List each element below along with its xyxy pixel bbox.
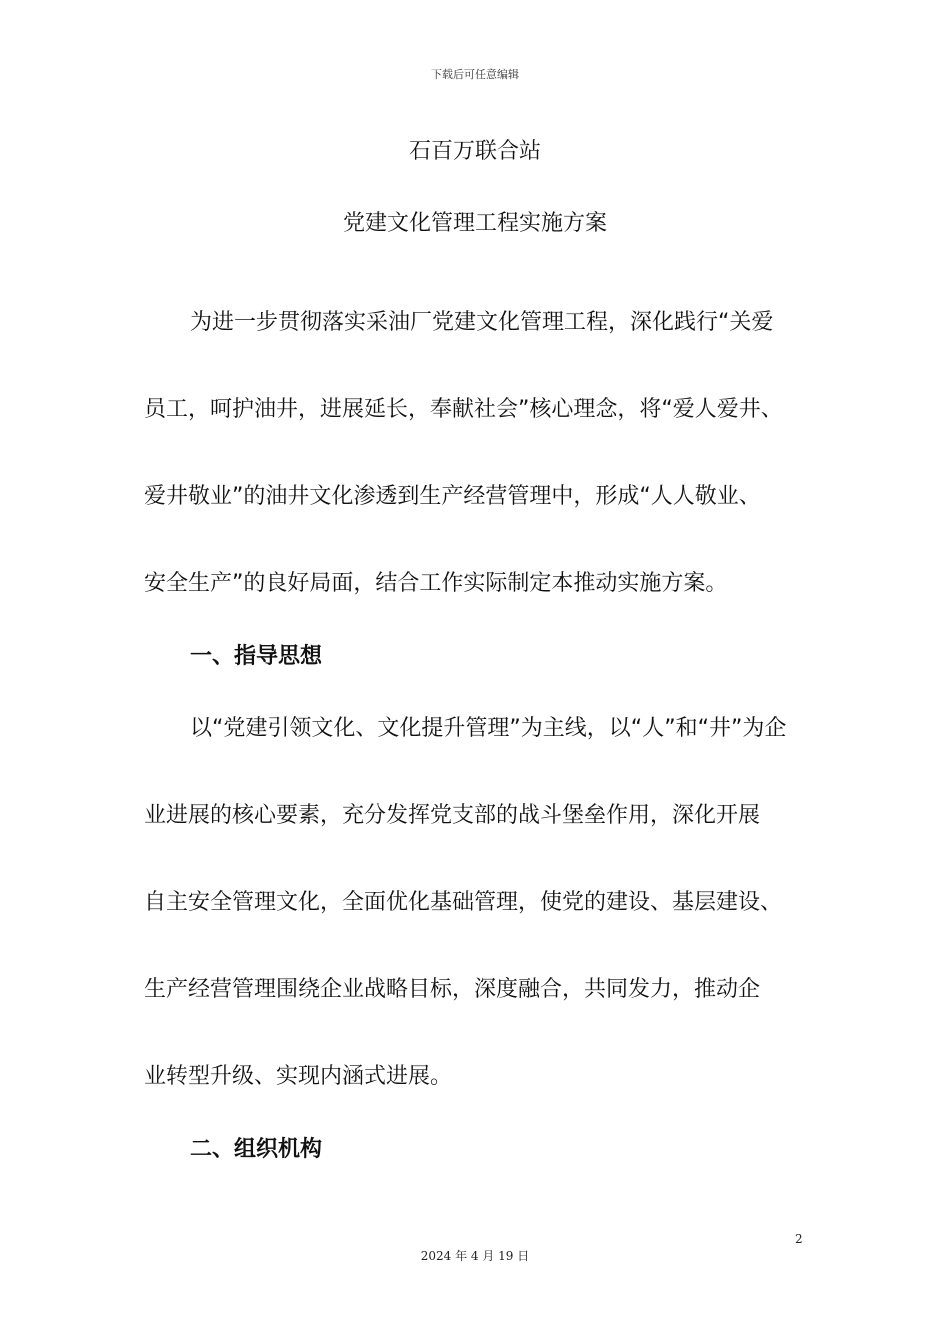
- document-title-plan: 党建文化管理工程实施方案: [342, 211, 607, 236]
- section-heading-organization: 二、组织机构: [190, 1137, 323, 1162]
- intro-paragraph-line: 安全生产”的良好局面，结合工作实际制定本推动实施方案。: [144, 571, 728, 596]
- header-note: 下载后可任意编辑: [431, 68, 519, 81]
- intro-paragraph-line: 员工，呵护油井，进展延长，奉献社会”核心理念，将“爱人爱井、: [144, 397, 783, 422]
- page-number: 2: [795, 1232, 803, 1246]
- section1-paragraph-line: 自主安全管理文化，全面优化基础管理，使党的建设、基层建设、: [144, 890, 783, 915]
- footer-date: 2024 年 4 月 19 日: [420, 1249, 530, 1263]
- document-title-station: 石百万联合站: [408, 139, 541, 164]
- section-heading-guiding-ideology: 一、指导思想: [190, 644, 323, 669]
- section1-paragraph-line: 生产经营管理围绕企业战略目标，深度融合，共同发力，推动企: [144, 977, 761, 1002]
- intro-paragraph-line: 爱井敬业”的油井文化渗透到生产经营管理中，形成“人人敬业、: [144, 484, 761, 509]
- section1-paragraph-line: 业转型升级、实现内涵式进展。: [144, 1064, 453, 1089]
- section1-paragraph-line: 业进展的核心要素，充分发挥党支部的战斗堡垒作用，深化开展: [144, 803, 761, 828]
- intro-paragraph-line: 为进一步贯彻落实采油厂党建文化管理工程，深化践行“关爱: [190, 310, 774, 335]
- section1-paragraph-line: 以“党建引领文化、文化提升管理”为主线，以“人”和“井”为企: [190, 716, 787, 741]
